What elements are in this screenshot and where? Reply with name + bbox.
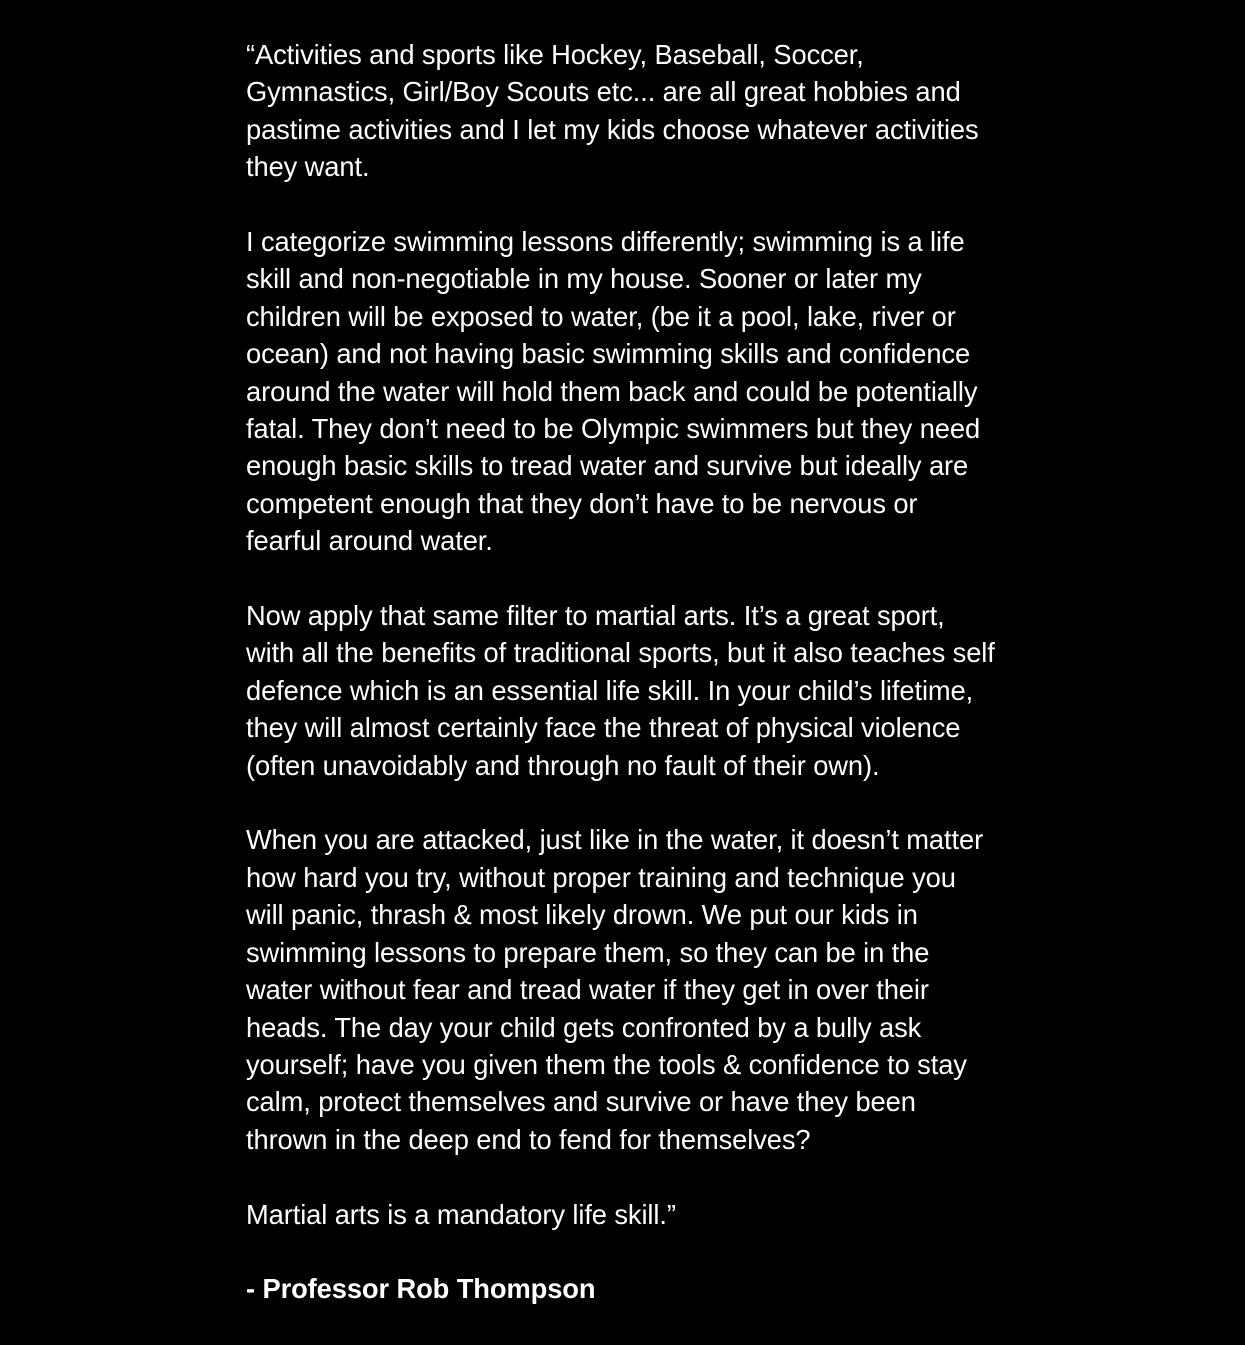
quote-paragraph-1: “Activities and sports like Hockey, Baseball, Soccer, Gymnastics, Girl/Boy Scouts etc... are all great hobbies and pastime activities and I let my kids choose whatever activities they want. — [246, 39, 979, 183]
quote-paragraph-2: I categorize swimming lessons differently; swimming is a life skill and non-negotiable in my house. Sooner or later my children will be exposed to water, (be it a pool, lake, river or ocean) and not having basic swimming skills and confidence around the water will hold them back and could be potentially fatal. They don’t need to be Olympic swimmers but they need enough basic skills to tread water and survive but ideally are competent enough that they don’t have to be nervous or fearful around water. — [246, 226, 981, 557]
quote-block — [246, 36, 1046, 1345]
quote-paragraph-4: When you are attacked, just like in the water, it doesn’t matter how hard you try, without proper training and technique you will panic, thrash & most likely drown. We put our kids in swimming lessons to prepare them, so they can be in the water without fear and tread water if they get in over their heads. The day your child gets confronted by a bully ask yourself; have you given them the tools & confidence to stay calm, protect themselves and survive or have they been thrown in the deep end to fend for themselves? — [246, 824, 984, 1155]
quote-paragraph-5: Martial arts is a mandatory life skill.” — [246, 1198, 676, 1230]
quote-attribution: - Professor Rob Thompson — [246, 1273, 596, 1305]
quote-paragraph-3: Now apply that same filter to martial arts. It’s a great sport, with all the benefits of traditional sports, but it also teaches self defence which is an essential life skill. In your child’s lifetime, they will almost certainly face the threat of physical violence (often unavoidably and through no fault of their own). — [246, 600, 995, 781]
